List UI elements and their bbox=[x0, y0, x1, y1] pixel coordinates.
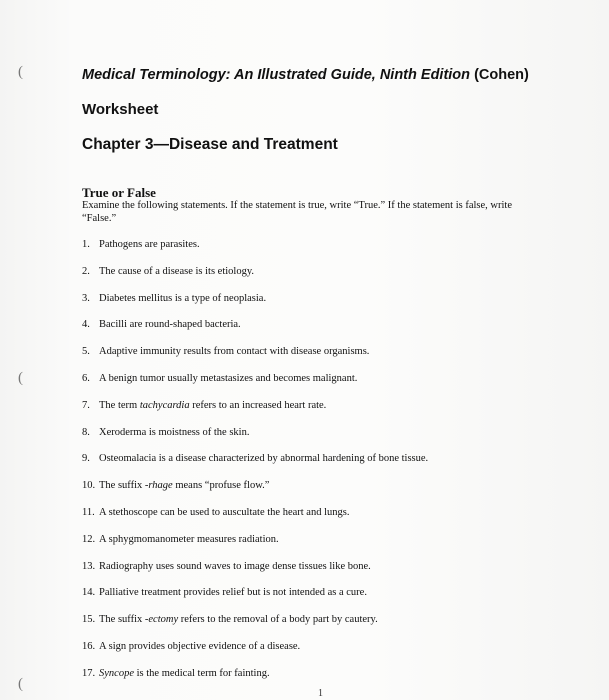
statement-text: Adaptive immunity results from contact with disease organisms. bbox=[99, 346, 370, 358]
section-instructions: Examine the following statements. If the statement is true, write “True.” If the statement is false, write “False.” bbox=[82, 200, 512, 224]
statement-item bbox=[82, 452, 552, 479]
statement-text-part: The term bbox=[99, 399, 140, 411]
page-number: 1 bbox=[318, 688, 323, 699]
statement-item bbox=[82, 613, 552, 640]
book-author: (Cohen) bbox=[474, 67, 529, 83]
statement-item bbox=[82, 426, 552, 453]
statement-text-part: is the medical term for fainting. bbox=[133, 667, 270, 679]
section-title: True or False bbox=[82, 185, 156, 200]
statement-number: 8. bbox=[82, 426, 90, 438]
statement-list bbox=[82, 238, 552, 694]
statement-item bbox=[82, 345, 552, 372]
statement-item bbox=[82, 533, 552, 560]
statement-number: 11. bbox=[82, 506, 95, 518]
statement-item bbox=[82, 265, 552, 292]
statement-number: 5. bbox=[82, 346, 90, 358]
statement-number: 15. bbox=[82, 614, 96, 626]
statement-number: 17. bbox=[82, 667, 96, 679]
statement-text-part: refers to the removal of a body part by cautery. bbox=[178, 614, 378, 626]
statement-text: Pathogens are parasites. bbox=[99, 239, 200, 250]
statement-text-part: The suffix bbox=[99, 480, 145, 492]
statement-item bbox=[82, 506, 552, 533]
statement-text: Diabetes mellitus is a type of neoplasia. bbox=[99, 292, 267, 304]
statement-text: A sign provides objective evidence of a disease. bbox=[99, 640, 301, 652]
statement-number: 9. bbox=[82, 453, 90, 465]
statement-text: Radiography uses sound waves to image dense tissues like bone. bbox=[99, 560, 371, 572]
statement-term: -rhage bbox=[144, 480, 173, 492]
statement-item bbox=[82, 399, 552, 426]
statement-term: tachycardia bbox=[139, 399, 190, 411]
true-false-section bbox=[82, 185, 532, 225]
book-title: Medical Terminology: An Illustrated Guide, Ninth Edition bbox=[82, 67, 471, 83]
statement-number: 12. bbox=[82, 533, 96, 545]
statement-number: 13. bbox=[82, 560, 96, 572]
binder-hole-mark: ( bbox=[18, 64, 23, 80]
statement-text: Palliative treatment provides relief but is not intended as a cure. bbox=[99, 587, 367, 599]
statement-text: A sphygmomanometer measures radiation. bbox=[99, 533, 279, 545]
statement-text: Bacilli are round-shaped bacteria. bbox=[99, 319, 241, 331]
statement-text-part: means “profuse flow.” bbox=[172, 480, 270, 492]
statement-text bbox=[99, 480, 269, 491]
statement-text bbox=[99, 400, 326, 411]
statement-text-part: refers to an increased heart rate. bbox=[189, 399, 327, 411]
statement-number: 7. bbox=[82, 399, 90, 411]
statement-number: 4. bbox=[82, 319, 90, 331]
binder-hole-mark: ( bbox=[18, 370, 23, 386]
statement-number: 14. bbox=[82, 587, 96, 599]
statement-item bbox=[82, 667, 552, 694]
statement-text: A stethoscope can be used to auscultate the heart and lungs. bbox=[99, 506, 350, 518]
worksheet-heading: Worksheet bbox=[82, 101, 159, 118]
statement-text bbox=[99, 668, 270, 679]
statement-item bbox=[82, 372, 552, 399]
statement-text bbox=[99, 614, 378, 625]
book-title-line bbox=[82, 67, 529, 83]
statement-number: 16. bbox=[82, 640, 96, 652]
statement-text: Osteomalacia is a disease characterized by abnormal hardening of bone tissue. bbox=[99, 453, 429, 465]
chapter-heading: Chapter 3—Disease and Treatment bbox=[82, 136, 338, 153]
statement-number: 6. bbox=[82, 372, 90, 384]
statement-number: 2. bbox=[82, 265, 90, 277]
statement-text: A benign tumor usually metastasizes and becomes malignant. bbox=[99, 372, 358, 384]
binder-hole-mark: ( bbox=[18, 676, 23, 692]
statement-term: Syncope bbox=[99, 667, 134, 679]
statement-term: -ectomy bbox=[144, 614, 179, 626]
statement-item bbox=[82, 560, 552, 587]
statement-number: 10. bbox=[82, 480, 96, 492]
statement-item bbox=[82, 479, 552, 506]
statement-item bbox=[82, 318, 552, 345]
statement-number: 1. bbox=[82, 239, 90, 250]
statement-text: The cause of a disease is its etiology. bbox=[99, 265, 255, 277]
statement-number: 3. bbox=[82, 292, 90, 304]
statement-text-part: The suffix bbox=[99, 614, 145, 626]
statement-item bbox=[82, 238, 552, 265]
statement-item bbox=[82, 292, 552, 319]
statement-item bbox=[82, 586, 552, 613]
statement-item bbox=[82, 640, 552, 667]
statement-text: Xeroderma is moistness of the skin. bbox=[99, 426, 250, 438]
